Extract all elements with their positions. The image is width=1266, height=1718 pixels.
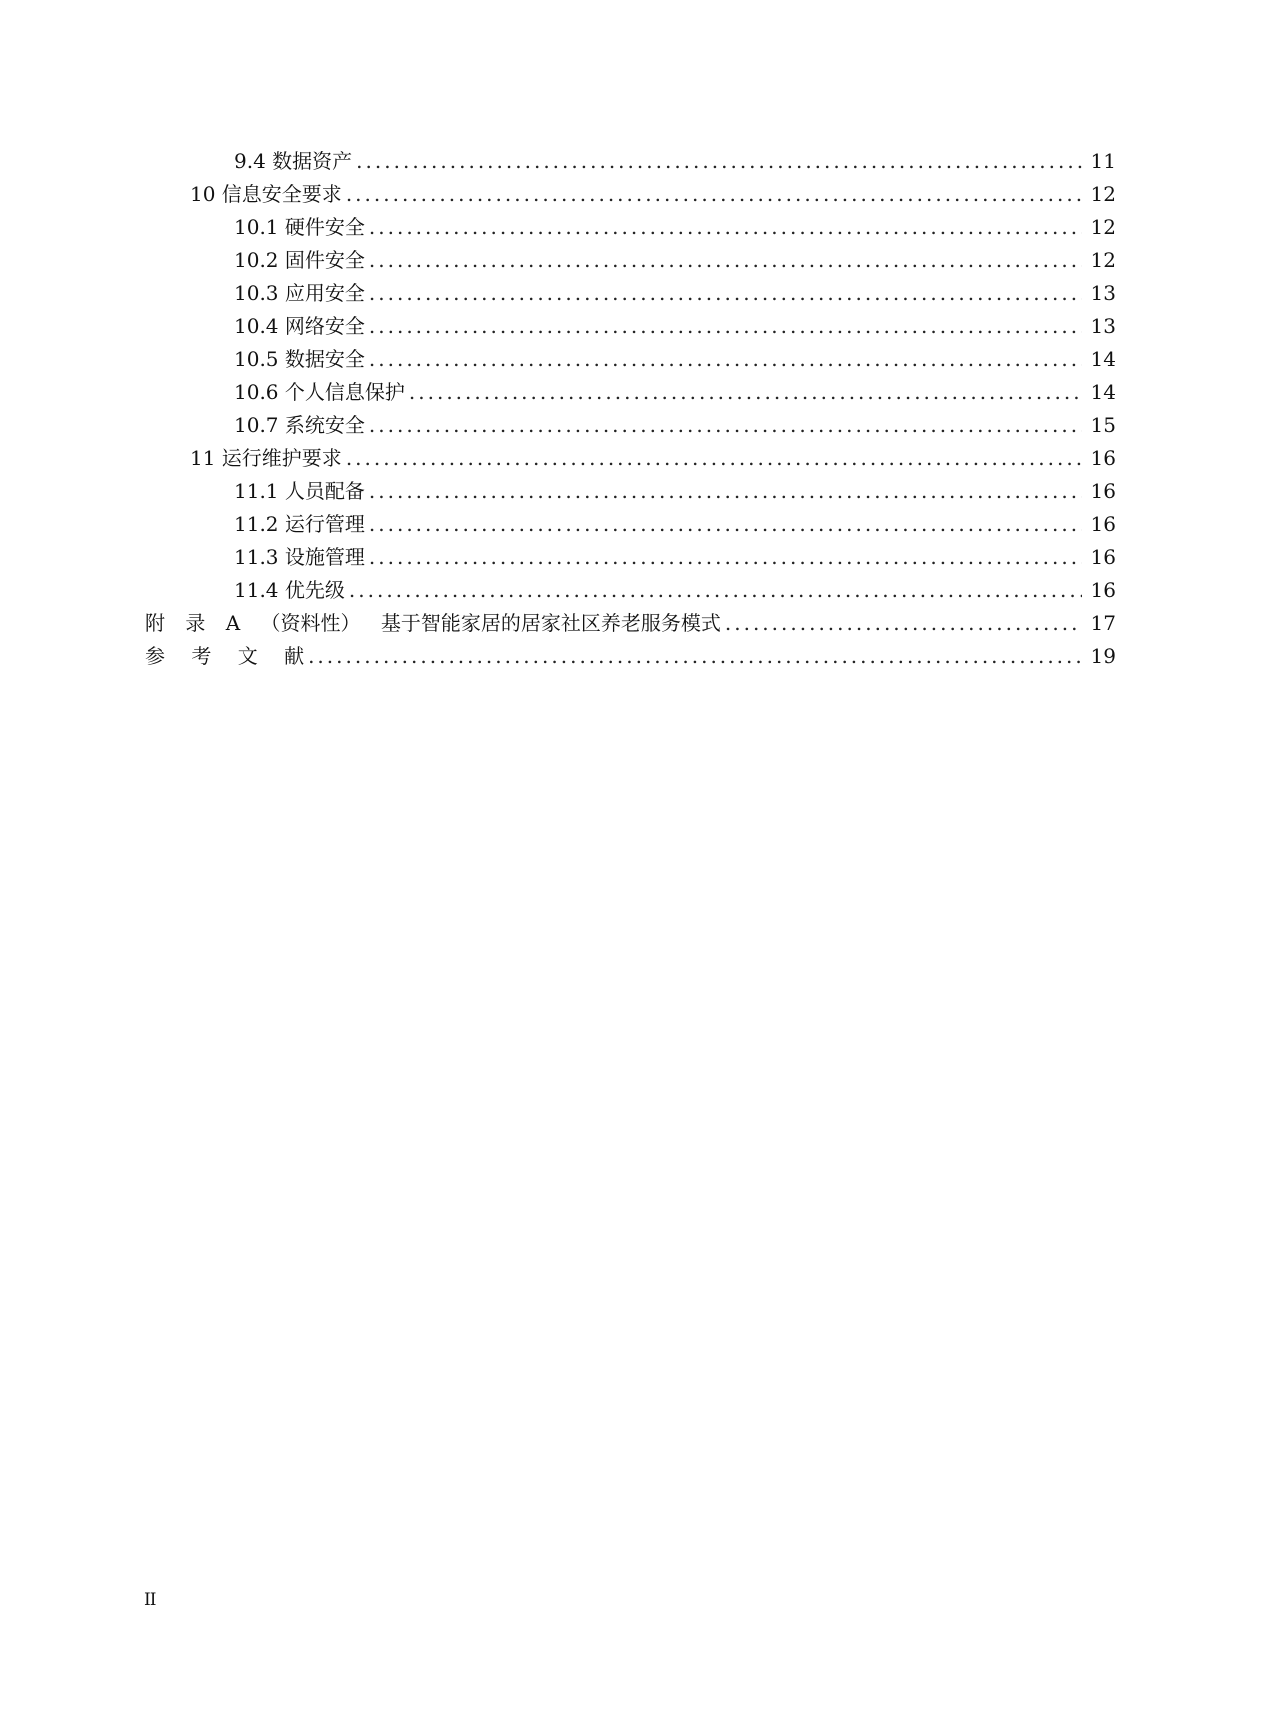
dot-leader [369,409,1082,442]
toc-entry-title: 附 录 A （资料性） 基于智能家居的居家社区养老服务模式 [145,611,721,635]
toc-entry-page: 12 [1090,215,1116,239]
dot-leader [725,607,1082,640]
toc-entry-10-4[interactable] [234,310,1116,343]
toc-entry-page: 16 [1090,512,1116,536]
toc-entry-title: 11.4 优先级 [234,578,345,602]
toc-entry-10-7[interactable] [234,409,1116,442]
toc-entry-page: 15 [1090,413,1116,437]
toc-entry-title: 10.6 个人信息保护 [234,380,405,404]
toc-entry-title: 11.1 人员配备 [234,479,365,503]
dot-leader [346,442,1082,475]
dot-leader [369,541,1082,574]
toc-entry-appendix-a[interactable] [145,607,1116,640]
dot-leader [349,574,1082,607]
toc-entry-11-1[interactable] [234,475,1116,508]
dot-leader [369,508,1082,541]
toc-entry-10-1[interactable] [234,211,1116,244]
toc-entry-10-2[interactable] [234,244,1116,277]
toc-entry-11[interactable] [190,442,1116,475]
dot-leader [369,343,1082,376]
toc-entry-title: 10.7 系统安全 [234,413,365,437]
toc-entry-title: 11.2 运行管理 [234,512,365,536]
toc-entry-11-4[interactable] [234,574,1116,607]
toc-entry-page: 16 [1090,446,1116,470]
dot-leader [409,376,1082,409]
toc-entry-page: 12 [1090,182,1116,206]
toc-entry-10[interactable] [190,178,1116,211]
toc-entry-11-3[interactable] [234,541,1116,574]
toc-entry-title: 11 运行维护要求 [190,446,342,470]
toc-entry-title: 10.2 固件安全 [234,248,365,272]
toc-entry-10-3[interactable] [234,277,1116,310]
toc-entry-title: 10 信息安全要求 [190,182,342,206]
toc-entry-11-2[interactable] [234,508,1116,541]
toc-entry-title: 11.3 设施管理 [234,545,365,569]
toc-entry-references[interactable] [145,640,1116,673]
toc-entry-title: 参 考 文 献 [145,644,305,668]
dot-leader [346,178,1082,211]
dot-leader [369,244,1082,277]
dot-leader [369,310,1082,343]
toc-entry-title: 10.5 数据安全 [234,347,365,371]
toc-entry-page: 16 [1090,479,1116,503]
toc-entry-title: 10.3 应用安全 [234,281,365,305]
toc-entry-page: 16 [1090,545,1116,569]
toc-entry-page: 14 [1090,347,1116,371]
dot-leader [369,475,1082,508]
toc-entry-page: 17 [1090,611,1116,635]
toc-entry-9-4[interactable] [234,145,1116,178]
toc-entry-page: 11 [1090,149,1116,173]
toc-entry-10-6[interactable] [234,376,1116,409]
toc-entry-title: 9.4 数据资产 [234,149,353,173]
toc-entry-page: 13 [1090,281,1116,305]
toc-entry-10-5[interactable] [234,343,1116,376]
toc-entry-page: 19 [1090,644,1116,668]
dot-leader [369,211,1082,244]
page-number: II [144,1590,156,1610]
toc-entry-page: 13 [1090,314,1116,338]
toc-entry-page: 14 [1090,380,1116,404]
dot-leader [356,145,1082,178]
toc-entry-title: 10.1 硬件安全 [234,215,365,239]
toc-entry-page: 16 [1090,578,1116,602]
dot-leader [308,640,1082,673]
toc-entry-title: 10.4 网络安全 [234,314,365,338]
toc-entry-page: 12 [1090,248,1116,272]
dot-leader [369,277,1082,310]
